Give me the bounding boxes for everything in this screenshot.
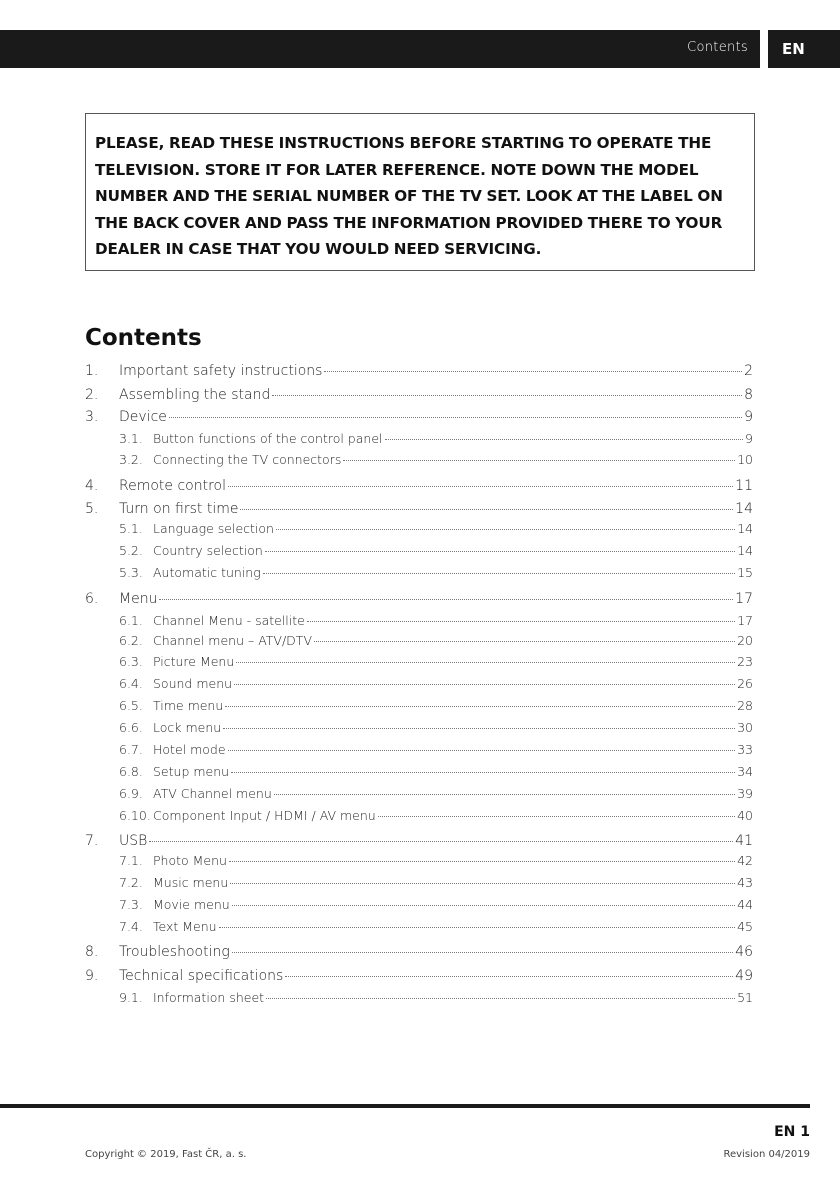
toc-entry-number: 6.1. xyxy=(119,613,143,628)
toc-entry-number: 6. xyxy=(85,591,99,607)
toc-entry-number: 3. xyxy=(85,409,99,425)
toc-entry-number: 7.2. xyxy=(119,875,143,890)
toc-entry-number: 6.2. xyxy=(119,633,143,648)
toc-entry-number: 7.3. xyxy=(119,897,143,912)
toc-entry-number: 3.1. xyxy=(119,431,143,446)
toc-dot-leader xyxy=(228,486,733,487)
toc-entry-title: Automatic tuning xyxy=(153,565,261,580)
toc-entry-title: Information sheet xyxy=(153,990,265,1005)
toc-entry-title: Movie menu xyxy=(153,897,230,912)
toc-entry-number: 1. xyxy=(85,363,99,379)
toc-entry-page: 44 xyxy=(737,897,753,912)
header-bar xyxy=(0,30,760,68)
toc-entry-title: Button functions of the control panel xyxy=(153,431,383,446)
toc-dot-leader xyxy=(343,460,735,461)
toc-dot-leader xyxy=(225,706,735,707)
toc-dot-leader xyxy=(265,551,735,552)
toc-entry[interactable] xyxy=(85,990,753,1005)
toc-entry[interactable] xyxy=(85,654,753,669)
toc-entry-page: 33 xyxy=(737,742,753,757)
toc-entry[interactable] xyxy=(85,387,753,403)
warning-text: PLEASE, READ THESE INSTRUCTIONS BEFORE STARTING TO OPERATE THE TELEVISION. STORE IT FOR LATER REFERENCE. NOTE DOWN THE MODEL NUMBER AND THE SERIAL NUMBER OF THE TV SET. LOOK AT THE LABEL ON THE BACK COVER AND PASS THE INFORMATION PROVIDED THERE TO YOUR DEALER IN CASE THAT YOU WOULD NEED SERVICING. xyxy=(95,134,723,258)
toc-entry[interactable] xyxy=(85,521,753,536)
toc-entry-page: 45 xyxy=(737,919,753,934)
toc-entry-page: 46 xyxy=(735,944,753,960)
toc-entry-number: 9.1. xyxy=(119,990,143,1005)
toc-entry-title: Setup menu xyxy=(153,764,230,779)
toc-entry-number: 8. xyxy=(85,944,99,960)
toc-entry-title: ATV Channel menu xyxy=(153,786,272,801)
toc-entry-page: 51 xyxy=(737,990,753,1005)
toc-dot-leader xyxy=(149,841,733,842)
toc-entry[interactable] xyxy=(85,875,753,890)
toc-entry-title: Turn on first time xyxy=(119,501,239,517)
toc-entry-title: Important safety instructions xyxy=(119,363,323,379)
toc-entry-title: Sound menu xyxy=(153,676,233,691)
toc-entry[interactable] xyxy=(85,786,753,801)
toc-entry-page: 49 xyxy=(735,968,753,984)
toc-entry-number: 5. xyxy=(85,501,99,517)
toc-dot-leader xyxy=(307,621,735,622)
toc-entry[interactable] xyxy=(85,676,753,691)
toc-dot-leader xyxy=(229,861,735,862)
toc-entry-page: 34 xyxy=(737,764,753,779)
toc-dot-leader xyxy=(230,883,735,884)
toc-entry[interactable] xyxy=(85,944,753,960)
toc-entry-page: 14 xyxy=(735,501,753,517)
warning-box xyxy=(85,113,755,271)
toc-entry[interactable] xyxy=(85,633,753,648)
toc-entry[interactable] xyxy=(85,720,753,735)
toc-entry[interactable] xyxy=(85,591,753,607)
toc-entry-title: Time menu xyxy=(153,698,224,713)
toc-dot-leader xyxy=(324,371,742,372)
footer-divider xyxy=(0,1104,810,1108)
toc-dot-leader xyxy=(240,509,733,510)
toc-entry-number: 5.2. xyxy=(119,543,143,558)
toc-dot-leader xyxy=(378,816,735,817)
toc-entry[interactable] xyxy=(85,431,753,446)
toc-entry-title: Remote control xyxy=(119,478,226,494)
toc-entry-number: 6.5. xyxy=(119,698,143,713)
toc-entry-title: Music menu xyxy=(153,875,229,890)
toc-entry[interactable] xyxy=(85,764,753,779)
toc-entry-page: 17 xyxy=(735,591,753,607)
toc-entry-number: 6.10. xyxy=(119,808,151,823)
toc-entry-number: 3.2. xyxy=(119,452,143,467)
toc-entry[interactable] xyxy=(85,565,753,580)
toc-entry[interactable] xyxy=(85,501,753,517)
toc-entry[interactable] xyxy=(85,853,753,868)
toc-entry-page: 14 xyxy=(737,521,753,536)
toc-entry-page: 26 xyxy=(737,676,753,691)
toc-entry[interactable] xyxy=(85,363,753,379)
toc-entry-page: 39 xyxy=(737,786,753,801)
toc-entry-page: 9 xyxy=(744,409,753,425)
footer-copyright: Copyright © 2019, Fast ČR, a. s. xyxy=(85,1149,247,1160)
toc-entry-page: 15 xyxy=(737,565,753,580)
toc-entry-page: 23 xyxy=(737,654,753,669)
toc-entry-page: 28 xyxy=(737,698,753,713)
header-title: Contents xyxy=(687,40,748,55)
toc-dot-leader xyxy=(219,927,736,928)
toc-entry-page: 14 xyxy=(737,543,753,558)
toc-entry-page: 8 xyxy=(744,387,753,403)
toc-entry-title: Hotel mode xyxy=(153,742,226,757)
toc-dot-leader xyxy=(159,599,733,600)
toc-entry-page: 43 xyxy=(737,875,753,890)
toc-entry-title: Lock menu xyxy=(153,720,222,735)
toc-entry-title: Language selection xyxy=(153,521,274,536)
toc-entry-page: 40 xyxy=(737,808,753,823)
toc-dot-leader xyxy=(232,952,733,953)
toc-entry-number: 9. xyxy=(85,968,99,984)
toc-entry-page: 11 xyxy=(735,478,753,494)
toc-entry-page: 30 xyxy=(737,720,753,735)
language-badge: EN xyxy=(768,30,840,68)
toc-entry-number: 6.3. xyxy=(119,654,143,669)
toc-entry[interactable] xyxy=(85,409,753,425)
toc-entry-number: 6.7. xyxy=(119,742,143,757)
toc-dot-leader xyxy=(272,395,742,396)
toc-entry-page: 20 xyxy=(737,633,753,648)
toc-dot-leader xyxy=(263,573,735,574)
toc-entry[interactable] xyxy=(85,452,753,467)
toc-dot-leader xyxy=(236,662,735,663)
toc-entry-title: Picture Menu xyxy=(153,654,235,669)
toc-entry-number: 2. xyxy=(85,387,99,403)
toc-dot-leader xyxy=(231,772,735,773)
toc-entry-title: Technical specifications xyxy=(119,968,284,984)
toc-entry[interactable] xyxy=(85,613,753,628)
toc-dot-leader xyxy=(232,905,735,906)
toc-entry-number: 4. xyxy=(85,478,99,494)
toc-entry-title: Connecting the TV connectors xyxy=(153,452,342,467)
toc-dot-leader xyxy=(274,794,735,795)
toc-entry-title: Channel menu – ATV/DTV xyxy=(153,633,312,648)
toc-entry-title: Assembling the stand xyxy=(119,387,271,403)
toc-entry[interactable] xyxy=(85,808,753,823)
toc-entry-title: Troubleshooting xyxy=(119,944,230,960)
toc-dot-leader xyxy=(314,641,735,642)
footer-revision: Revision 04/2019 xyxy=(723,1149,810,1160)
toc-entry-title: Country selection xyxy=(153,543,263,558)
toc-entry-number: 7.1. xyxy=(119,853,143,868)
toc-entry-number: 6.9. xyxy=(119,786,143,801)
toc-entry-title: Menu xyxy=(119,591,158,607)
toc-entry-number: 5.1. xyxy=(119,521,143,536)
toc-entry-title: Channel Menu - satellite xyxy=(153,613,305,628)
toc-entry-number: 7. xyxy=(85,833,99,849)
toc-entry-number: 6.4. xyxy=(119,676,143,691)
footer-page-number: EN 1 xyxy=(774,1124,810,1140)
toc-entry[interactable] xyxy=(85,478,753,494)
toc-dot-leader xyxy=(234,684,735,685)
toc-dot-leader xyxy=(385,439,744,440)
toc-entry-page: 41 xyxy=(735,833,753,849)
toc-dot-leader xyxy=(266,998,735,999)
toc-entry[interactable] xyxy=(85,919,753,934)
toc-entry-title: Text Menu xyxy=(153,919,217,934)
toc-entry-page: 9 xyxy=(745,431,753,446)
toc-entry-number: 6.8. xyxy=(119,764,143,779)
toc-entry[interactable] xyxy=(85,833,753,849)
toc-dot-leader xyxy=(276,529,735,530)
toc-entry-page: 42 xyxy=(737,853,753,868)
toc-entry-number: 7.4. xyxy=(119,919,143,934)
toc-entry[interactable] xyxy=(85,897,753,912)
toc-dot-leader xyxy=(169,417,742,418)
toc-entry-number: 6.6. xyxy=(119,720,143,735)
toc-entry-title: Component Input / HDMI / AV menu xyxy=(153,808,376,823)
toc-entry-title: Photo Menu xyxy=(153,853,227,868)
toc-entry[interactable] xyxy=(85,698,753,713)
toc-entry-title: Device xyxy=(119,409,167,425)
toc-entry-page: 2 xyxy=(744,363,753,379)
toc-entry[interactable] xyxy=(85,968,753,984)
toc-entry-page: 17 xyxy=(737,613,753,628)
toc-dot-leader xyxy=(228,750,736,751)
contents-heading: Contents xyxy=(85,325,202,351)
toc-entry-title: USB xyxy=(119,833,148,849)
toc-entry[interactable] xyxy=(85,742,753,757)
toc-dot-leader xyxy=(285,976,733,977)
toc-dot-leader xyxy=(223,728,735,729)
toc-entry-page: 10 xyxy=(737,452,753,467)
toc-entry-number: 5.3. xyxy=(119,565,143,580)
toc-entry[interactable] xyxy=(85,543,753,558)
